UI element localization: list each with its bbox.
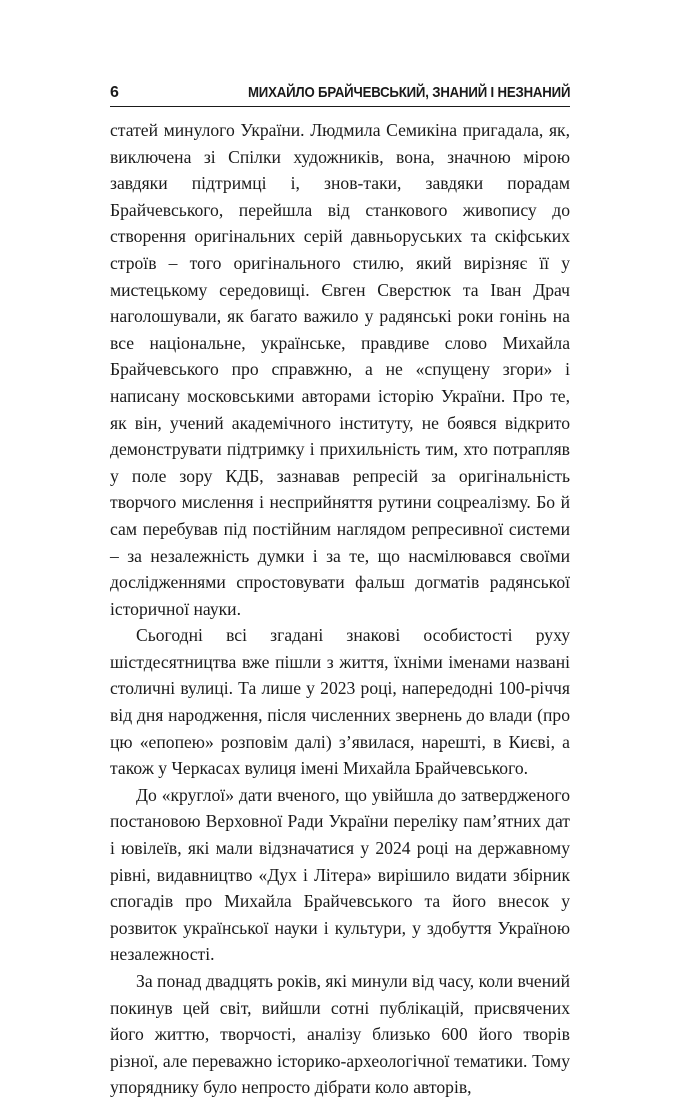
paragraph-4: За понад двадцять років, які минули від часу, коли вчений покинув цей світ, вийшли сотні публікацій, присвячених його життю, творчості, аналізу близько 600 його творів різної, але переважно історико-археологічної тематики. Тому упоряднику було непросто дібрати коло авторів, (110, 971, 570, 1098)
running-header (110, 84, 570, 107)
paragraph-3: До «круглої» дати вченого, що увійшла до затвердженого постановою Верховної Ради України переліку пам’ятних дат і ювілеїв, які мали відзначатися у 2024 році на державному рівні, видавництво «Дух і Літера» вирішило видати збірник спогадів про Михайла Брайчевського та його внесок у розвиток української науки і культури, у здобуття Україною незалежності. (110, 784, 570, 965)
paragraph-1: статей минулого України. Людмила Семикіна пригадала, як, виключена зі Спілки художників, вона, значною мірою завдяки підтримці і, знов-таки, завдяки порадам Брайчевського, перейшла від станкового живопису до створення оригінальних серій давньоруських та скіфських строїв – того оригінального стилю, який вирізняє її у мистецькому середовищі. Євген Сверстюк та Іван Драч наголошували, як багато важило у радянські роки гонінь на все національне, українське, правдиве слово Михайла Брайчевського про справжню, а не «спущену згори» і написану московськими авторами історію України. Про те, як він, учений академічного інституту, не боявся відкрито демонструвати підтримку і прихильність тим, хто потрапляв у поле зору КДБ, зазнавав репресій за оригінальність творчого мислення і несприйняття рутини соцреалізму. Бо й сам перебував під постійним наглядом репресивної системи – за незалежність думки і за те, що насмілювався своїми дослідженнями спростовувати фальш догматів радянської історичної науки. (110, 120, 570, 619)
body-text (110, 117, 570, 1101)
paragraph-2: Сьогодні всі згадані знакові особистості руху шістдесятництва вже пішли з життя, їхніми іменами названі столичні вулиці. Та лише у 2023 році, напередодні 100-річчя від дня народження, після численних звернень до влади (про цю «епопею» розповім далі) з’явилася, нарешті, в Києві, а також у Черкасах вулиця імені Михайла Брайчевського. (110, 625, 570, 779)
book-title-header: МИХАЙЛО БРАЙЧЕВСЬКИЙ, ЗНАНИЙ І НЕЗНАНИЙ (247, 84, 570, 101)
book-page (110, 84, 570, 1101)
page-number: 6 (110, 84, 119, 101)
